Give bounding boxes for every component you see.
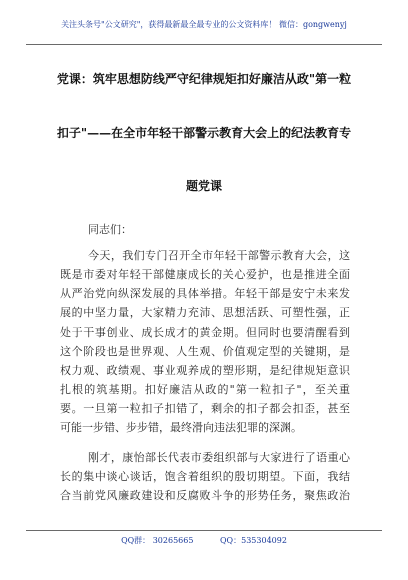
body-line: 长的集中谈心谈话，饱含着组织的殷切期望。下面，我结 bbox=[60, 470, 350, 483]
body-line: 从严治党向纵深发展的具体举措。年轻干部是安宁未来发 bbox=[60, 287, 350, 300]
body-line: 扎根的筑基期。扣好廉洁从政的"第一粒扣子"，至关重 bbox=[60, 383, 350, 396]
salutation: 同志们： bbox=[88, 223, 132, 236]
body-line: 展的中坚力量，大家精力充沛、思想活跃、可塑性强，正 bbox=[60, 306, 350, 319]
document-title-line-3: 题党课 bbox=[185, 179, 222, 193]
body-line: 刚才，康怡部长代表市委组织部与大家进行了语重心 bbox=[88, 451, 350, 464]
footer-contacts bbox=[0, 535, 408, 546]
header-divider bbox=[26, 44, 382, 45]
body-line: 处于干事创业、成长成才的黄金期。但同时也要清醒看到 bbox=[60, 326, 350, 339]
document-title-line-2: 扣子"——在全市年轻干部警示教育大会上的纪法教育专 bbox=[56, 126, 352, 140]
body-line: 这个阶段也是世界观、人生观、价值观定型的关键期，是 bbox=[60, 345, 350, 358]
body-line: 合当前党风廉政建设和反腐败斗争的形势任务，聚焦政治 bbox=[60, 489, 350, 502]
footer-divider bbox=[26, 530, 382, 531]
body-line: 要。一旦第一粒扣子扣错了，剩余的扣子都会扣歪，甚至 bbox=[60, 402, 350, 415]
header-notice: 关注头条号"公文研究"，获得最新最全最专业的公文资料库！ 微信：gongwenyj bbox=[61, 20, 347, 29]
body-line: 可能一步错、步步错，最终滑向违法犯罪的深渊。 bbox=[60, 421, 302, 434]
body-line: 权力观、政绩观、事业观养成的塑形期，是纪律规矩意识 bbox=[60, 364, 350, 377]
footer-qq: QQ：535304092 bbox=[220, 536, 287, 545]
footer-qq-group: QQ群： 30265665 bbox=[121, 536, 194, 545]
body-line: 今天，我们专门召开全市年轻干部警示教育大会，这 bbox=[88, 249, 350, 262]
body-line: 既是市委对年轻干部健康成长的关心爱护，也是推进全面 bbox=[60, 268, 350, 281]
document-title-line-1: 党课：筑牢思想防线严守纪律规矩扣好廉洁从政"第一粒 bbox=[56, 72, 352, 86]
